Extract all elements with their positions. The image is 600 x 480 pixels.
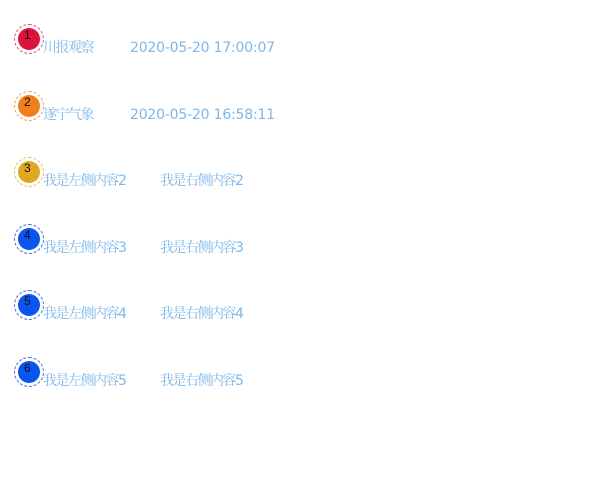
left-content: 我是左侧内容4 <box>43 306 126 322</box>
rank-number: 4 <box>24 227 31 242</box>
left-content: 我是左侧内容2 <box>43 173 126 189</box>
rank-badge <box>14 357 44 387</box>
rank-number: 3 <box>24 161 31 175</box>
rank-number: 1 <box>24 28 31 42</box>
list-item[interactable] <box>14 91 574 158</box>
right-content: 2020-05-20 17:00:07 <box>130 40 275 56</box>
left-content: 我是左侧内容5 <box>43 372 126 389</box>
right-content: 我是右侧内容5 <box>160 372 243 389</box>
list-item[interactable] <box>14 24 574 91</box>
right-content: 我是右侧内容4 <box>160 306 243 322</box>
left-content: 川报观察 <box>43 40 93 56</box>
rank-dot <box>18 361 40 383</box>
rank-number: 5 <box>24 294 31 308</box>
rank-badge <box>14 224 44 254</box>
rank-dot <box>18 28 40 50</box>
rank-dot <box>18 161 40 183</box>
rank-badge <box>14 157 44 187</box>
rank-number: 6 <box>24 360 31 375</box>
list-item[interactable] <box>14 290 574 357</box>
left-content: 我是左侧内容3 <box>43 239 126 256</box>
rank-dot <box>18 95 40 117</box>
list-item[interactable] <box>14 157 574 224</box>
right-content: 我是右侧内容2 <box>160 173 243 189</box>
list-item[interactable] <box>14 357 574 424</box>
right-content: 我是右侧内容3 <box>160 239 243 256</box>
rank-dot <box>18 294 40 316</box>
rank-badge <box>14 24 44 54</box>
right-content: 2020-05-20 16:58:11 <box>130 106 275 123</box>
rank-dot <box>18 228 40 250</box>
list-item[interactable] <box>14 224 574 291</box>
ranking-list <box>14 24 574 423</box>
rank-badge <box>14 91 44 121</box>
rank-badge <box>14 290 44 320</box>
left-content: 遂宁气象 <box>43 106 93 123</box>
rank-number: 2 <box>24 94 31 109</box>
